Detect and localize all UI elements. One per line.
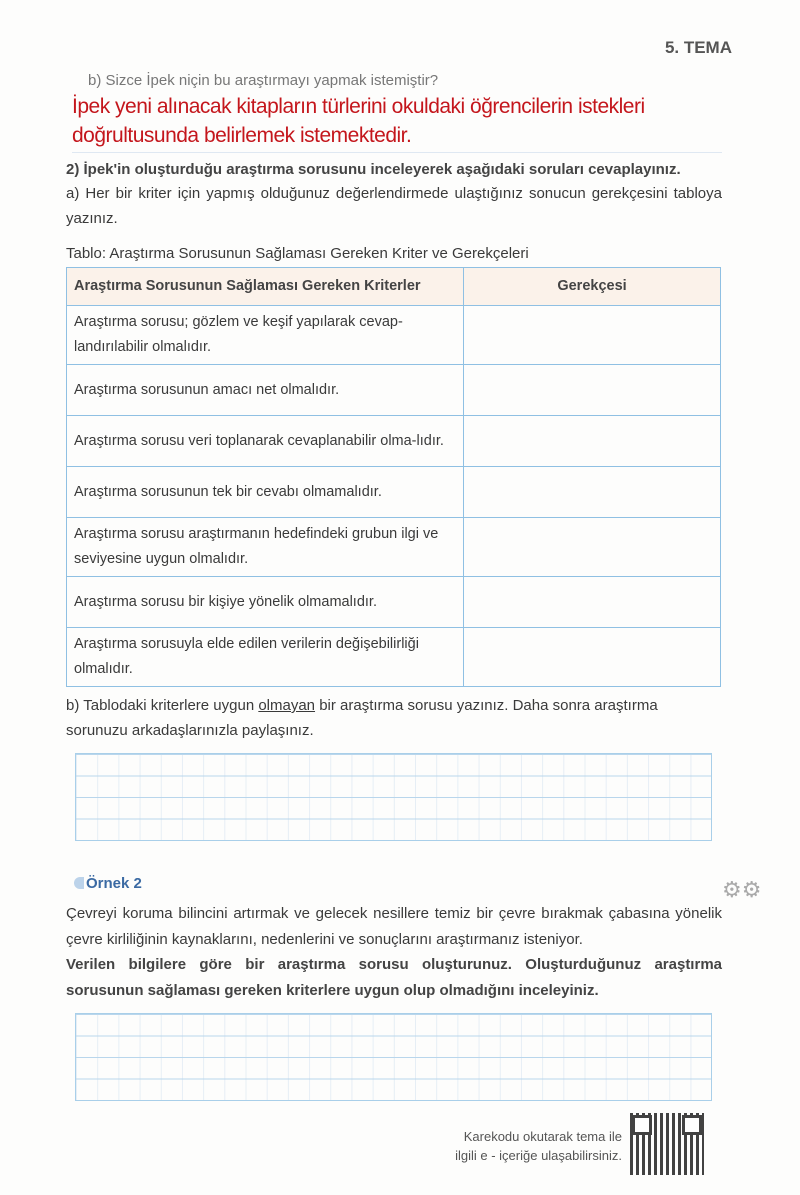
- example-header: [66, 873, 762, 902]
- criterion-cell: Araştırma sorusunun tek bir cevabı olmamalıdır.: [67, 467, 464, 518]
- writing-grid-1[interactable]: [75, 753, 712, 841]
- table-row: [67, 306, 721, 365]
- question-2b: [66, 693, 722, 743]
- qr-code-icon[interactable]: [630, 1113, 704, 1175]
- table-row: [67, 628, 721, 687]
- table-row: [67, 365, 721, 416]
- question-2b-post: bir araştırma sorusu yazınız. Daha sonra araştırma sorunuzu arkadaşlarınızla paylaşınız.: [66, 697, 658, 739]
- qr-caption-line2: ilgili e - içeriğe ulaşabilirsiniz.: [455, 1148, 622, 1163]
- criterion-cell: Araştırma sorusu; gözlem ve keşif yapılarak cevap-landırılabilir olmalıdır.: [67, 306, 464, 365]
- example-description: Çevreyi koruma bilincini artırmak ve gelecek nesillere temiz bir çevre bırakmak çabasına yönelik çevre kirliliğinin kaynaklarını, nedenlerini ve sonuçlarını araştırmanız isteniyor.: [66, 905, 722, 948]
- reason-cell[interactable]: [464, 467, 721, 518]
- handwritten-answer: İpek yeni alınacak kitapların türlerini okuldaki öğrencilerin istekleri doğrultusunda belirlemek istemektedir.: [72, 92, 722, 153]
- example-text: [66, 901, 722, 1003]
- criterion-cell: Araştırma sorusu bir kişiye yönelik olmamalıdır.: [67, 577, 464, 628]
- table-row: [67, 416, 721, 467]
- question-2b-underlined: olmayan: [258, 697, 316, 714]
- column-header-reason: Gerekçesi: [464, 268, 721, 306]
- example-title-text: Örnek 2: [86, 875, 142, 892]
- question-2b-pre: b) Tablodaki kriterlere uygun: [66, 697, 259, 714]
- qr-caption: [455, 1127, 622, 1165]
- criteria-table: [66, 267, 721, 687]
- table-header-row: [67, 268, 721, 306]
- question-2a: a) Her bir kriter için yapmış olduğunuz değerlendirmede ulaştığınız sonucun gerekçesini tabloya yazınız.: [66, 185, 722, 227]
- reason-cell[interactable]: [464, 306, 721, 365]
- reason-cell[interactable]: [464, 518, 721, 577]
- reason-cell[interactable]: [464, 365, 721, 416]
- criterion-cell: Araştırma sorusu araştırmanın hedefindeki grubun ilgi ve seviyesine uygun olmalıdır.: [67, 518, 464, 577]
- writing-grid-2[interactable]: [75, 1013, 712, 1101]
- example-title: [74, 873, 722, 895]
- question-2: 2) İpek'in oluşturduğu araştırma sorusunu inceleyerek aşağıdaki soruları cevaplayınız.: [66, 161, 681, 178]
- criterion-cell: Araştırma sorusunun amacı net olmalıdır.: [67, 365, 464, 416]
- reason-cell[interactable]: [464, 577, 721, 628]
- gears-icon: ⚙⚙: [722, 877, 762, 902]
- question-b: b) Sizce İpek niçin bu araştırmayı yapmak istemiştir?: [88, 72, 439, 89]
- footer: [66, 1111, 722, 1175]
- table-caption: Tablo: Araştırma Sorusunun Sağlaması Gereken Kriter ve Gerekçeleri: [66, 245, 529, 262]
- qr-caption-line1: Karekodu okutarak tema ile: [463, 1129, 622, 1144]
- table-row: [67, 577, 721, 628]
- column-header-criteria: Araştırma Sorusunun Sağlaması Gereken Kriterler: [67, 268, 464, 306]
- example-instruction: Verilen bilgilere göre bir araştırma sorusu oluşturunuz. Oluşturduğunuz araştırma sorusunun sağlaması gereken kriterlere uygun olup olmadığını inceleyiniz.: [66, 956, 722, 999]
- theme-label: 5. TEMA: [664, 38, 732, 57]
- table-row: [67, 467, 721, 518]
- reason-cell[interactable]: [464, 628, 721, 687]
- criterion-cell: Araştırma sorusu veri toplanarak cevaplanabilir olma-lıdır.: [67, 416, 464, 467]
- table-row: [67, 518, 721, 577]
- example-marker-icon: [74, 877, 84, 889]
- criterion-cell: Araştırma sorusuyla elde edilen verilerin değişebilirliği olmalıdır.: [67, 628, 464, 687]
- reason-cell[interactable]: [464, 416, 721, 467]
